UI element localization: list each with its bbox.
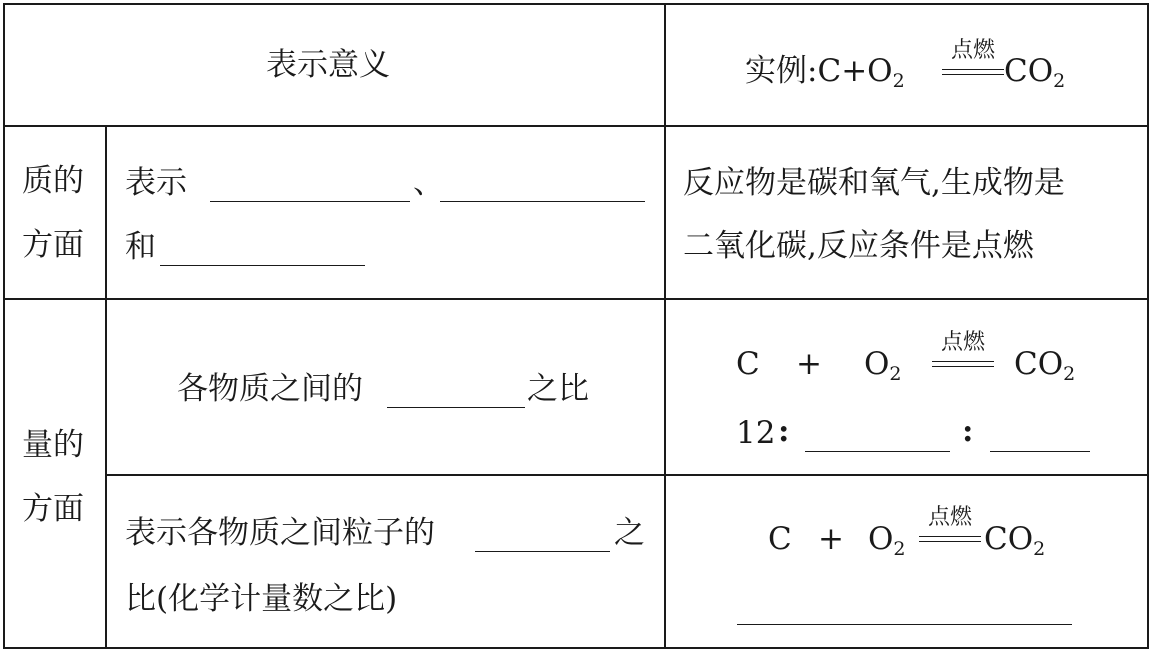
quantity-label-line1: 量的 (22, 427, 84, 463)
subscript-2: 2 (893, 538, 906, 560)
row-divider-quality (3, 298, 1149, 300)
equation-2-plus: + (818, 521, 844, 557)
table-border-left (3, 3, 5, 649)
table-border-right (1147, 3, 1149, 649)
equation-2-carbon: C (768, 521, 792, 557)
header-example-equation (745, 53, 905, 92)
row-divider-header (3, 125, 1149, 127)
quality-text-dun: 、 (413, 165, 444, 201)
blank-mass-ratio (387, 407, 525, 408)
ratio-separator-1: : (778, 413, 790, 449)
formula-carbon-dioxide: $CO_2$ (1004, 53, 1066, 92)
blank-ratio-co2 (990, 451, 1090, 452)
table-border-top (3, 3, 1149, 5)
blank-ratio-oxygen (805, 451, 950, 452)
particle-ratio-text-after: 之 (614, 515, 645, 551)
formula-oxygen: O (867, 53, 893, 89)
subscript-2: 2 (889, 363, 902, 385)
column-divider-main (664, 3, 666, 649)
equals-line-bottom (942, 74, 1004, 75)
equation-1-plus: + (796, 346, 822, 382)
column-divider-label (105, 125, 107, 649)
blank-reactant-2 (440, 201, 645, 202)
particle-ratio-text-before: 表示各物质之间粒子的 (125, 515, 435, 551)
equation-1-oxygen: $O_2$ (864, 346, 902, 385)
reaction-arrow (940, 40, 1006, 82)
ratio-separator-2: : (962, 413, 974, 449)
equals-line-bottom (932, 366, 994, 367)
subscript-2: 2 (892, 70, 905, 92)
plus-sign: + (841, 53, 868, 89)
blank-reactant-1 (210, 201, 410, 202)
blank-product (160, 265, 365, 266)
equals-line-top (919, 536, 981, 537)
condition-label: 点燃 (940, 330, 985, 355)
blank-particle-ratio (475, 551, 610, 552)
equation-1-carbon-dioxide: $CO_2$ (1014, 346, 1076, 385)
mass-ratio-text-before: 各物质之间的 (177, 371, 363, 407)
header-meaning: 表示意义 (266, 47, 390, 83)
reaction-arrow (917, 507, 983, 549)
formula-carbon: C (817, 53, 842, 89)
equals-line-bottom (919, 541, 981, 542)
condition-label: 点燃 (950, 38, 995, 63)
particle-ratio-text-line2: 比(化学计量数之比) (125, 581, 398, 617)
equation-2-carbon-dioxide: $CO_2$ (984, 521, 1046, 560)
row-divider-quantity-sub (105, 474, 1149, 476)
quality-text-biaoshi: 表示 (125, 165, 187, 201)
equals-line-top (942, 69, 1004, 70)
quality-label-line2: 方面 (22, 227, 84, 263)
equation-1-carbon: C (736, 346, 760, 382)
subscript-2: 2 (1053, 70, 1066, 92)
quality-text-he: 和 (125, 229, 156, 265)
subscript-2: 2 (1033, 538, 1046, 560)
equals-line-top (932, 361, 994, 362)
equation-2-oxygen: $O_2$ (868, 521, 906, 560)
subscript-2: 2 (1063, 363, 1076, 385)
quantity-label-line2: 方面 (22, 491, 84, 527)
quality-example-line1: 反应物是碳和氧气,生成物是 (683, 165, 1065, 201)
quality-example-line2: 二氧化碳,反应条件是点燃 (683, 228, 1034, 264)
blank-coefficient-ratio (737, 624, 1072, 625)
reaction-arrow (930, 332, 996, 374)
mass-ratio-text-after: 之比 (527, 371, 589, 407)
table-border-bottom (3, 647, 1149, 649)
example-prefix: 实例: (745, 53, 818, 89)
ratio-first-value: 12 (736, 415, 776, 451)
quality-label-line1: 质的 (22, 163, 84, 199)
condition-label: 点燃 (927, 505, 972, 530)
